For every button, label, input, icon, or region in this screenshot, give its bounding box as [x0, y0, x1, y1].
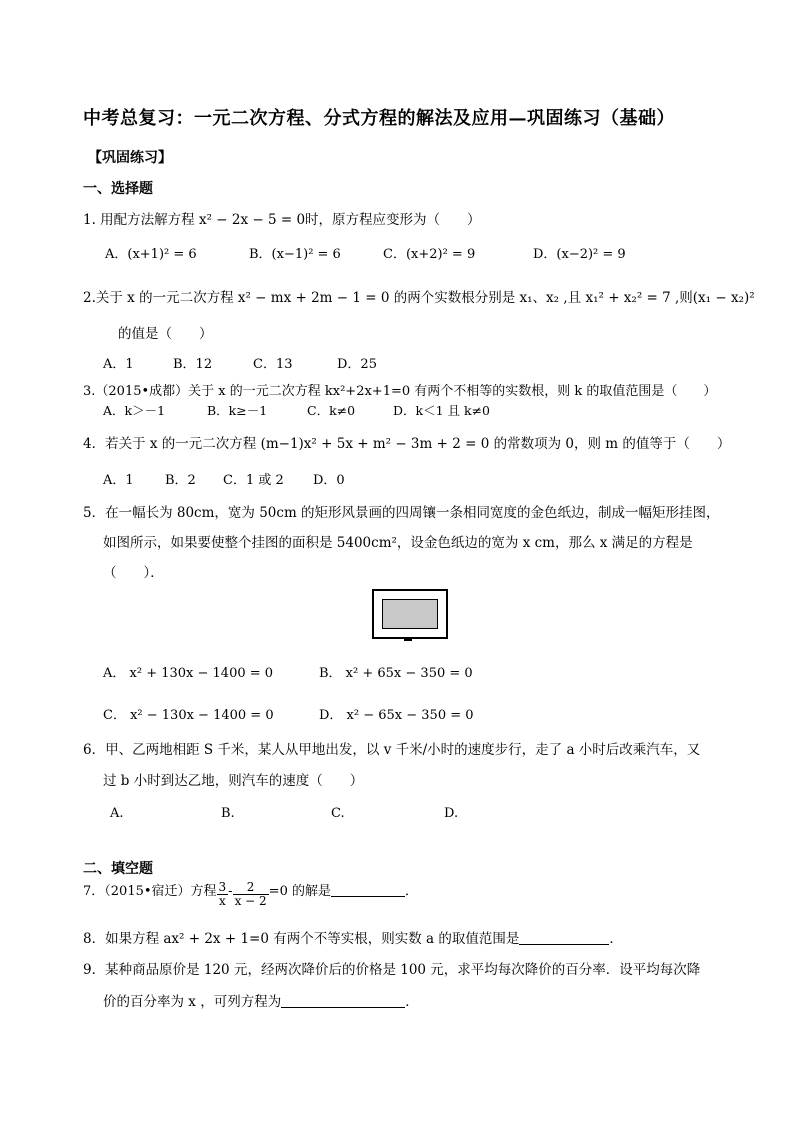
question-2-stem-cont: 的值是（ ） [118, 326, 213, 342]
question-3-stem: 3.（2015•成都）关于 x 的一元二次方程 kx²+2x+1=0 有两个不相等的实数根，则 k 的取值范围是（ ） [83, 384, 717, 399]
question-6-line2: 过 b 小时到达乙地，则汽车的速度（ ） [103, 773, 364, 789]
q4-option-d: D．0 [313, 473, 345, 488]
q5-option-c: C． x² − 130x − 1400 = 0 [103, 708, 274, 723]
q7-prefix: 7．（2015•宿迁）方程 [83, 884, 217, 899]
question-5-line2: 如图所示，如果要使整个挂图的面积是 5400cm²，设金色纸边的宽为 x cm，那么 x 满足的方程是 [103, 535, 693, 551]
q4-option-c: C．1 或 2 [223, 473, 284, 488]
section-tag: 【巩固练习】 [88, 150, 172, 166]
q7-fraction-2: $\frac{2}{x - 2}$ [234, 880, 267, 908]
question-8: 8．如果方程 ax² + 2x + 1=0 有两个不等实根，则实数 a 的取值范围是 ． [83, 931, 623, 947]
question-9-line1: 9．某种商品原价是 120 元，经两次降价后的价格是 100 元，求平均每次降价的百分率．设平均每次降 [83, 962, 701, 978]
picture-inner [382, 599, 438, 629]
q7-answer-blank[interactable] [331, 882, 405, 897]
question-5-line1: 5．在一幅长为 80cm，宽为 50cm 的矩形风景画的四周镶一条相同宽度的金色纸边，制成一幅矩形挂图， [83, 505, 720, 521]
q5-option-b: B． x² + 65x − 350 = 0 [319, 666, 473, 681]
q6-option-c: C. [331, 806, 345, 821]
q3-option-d: D．k＜1 且 k≠0 [393, 403, 490, 418]
q6-option-b: B. [221, 806, 235, 821]
section-heading-fill: 二、填空题 [83, 861, 153, 877]
q6-option-a: A. [110, 806, 124, 821]
q2-option-a: A．1 [103, 357, 134, 372]
q2-option-d: D．25 [337, 357, 377, 372]
q9-answer-blank[interactable] [281, 993, 405, 1008]
q1-option-b: B．(x−1)² = 6 [249, 247, 341, 262]
q4-option-a: A．1 [103, 473, 134, 488]
q2-option-c: C．13 [253, 357, 293, 372]
q1-option-a: A．(x+1)² = 6 [105, 247, 197, 262]
framed-picture-figure [372, 589, 448, 639]
q3-option-b: B．k≥－1 [207, 403, 268, 418]
q1-option-d: D．(x−2)² = 9 [533, 247, 626, 262]
section-heading-choice: 一、选择题 [83, 181, 153, 197]
question-6-line1: 6．甲、乙两地相距 S 千米，某人从甲地出发，以 v 千米/小时的速度步行，走了 a 小时后改乘汽车，又 [83, 742, 701, 758]
q5-option-d: D． x² − 65x − 350 = 0 [319, 708, 474, 723]
picture-mark [404, 638, 412, 641]
q7-fraction-1: $\frac{3}{x}$ [218, 880, 227, 908]
q6-option-d: D. [444, 806, 459, 821]
question-1-stem: 1. 用配方法解方程 x² − 2x − 5 = 0时，原方程应变形为（ ） [83, 212, 481, 228]
q5-option-a: A． x² + 130x − 1400 = 0 [103, 666, 274, 681]
question-2-stem: 2.关于 x 的一元二次方程 x² − mx + 2m − 1 = 0 的两个实数根分别是 x₁、x₂ ,且 x₁² + x₂² = 7 ,则(x₁ − x₂)² [83, 290, 755, 306]
q8-answer-blank[interactable] [519, 930, 609, 945]
question-4-stem: 4．若关于 x 的一元二次方程 (m−1)x² + 5x + m² − 3m + 2 = 0 的常数项为 0，则 m 的值等于（ ） [83, 436, 731, 452]
q1-option-c: C．(x+2)² = 9 [383, 247, 476, 262]
question-9-line2: 价的百分率为 x ，可列方程为 ． [103, 994, 419, 1010]
q4-option-b: B．2 [165, 473, 196, 488]
question-5-line3: （ ）． [103, 565, 164, 581]
question-7: 7．（2015•宿迁）方程 $\frac{3}{x}$ - $\frac{2}{x - 2}$ =0 的解是 ． [83, 880, 418, 908]
q2-option-b: B．12 [173, 357, 213, 372]
q3-option-a: A．k＞－1 [103, 403, 166, 418]
page-title: 中考总复习：一元二次方程、分式方程的解法及应用—巩固练习（基础） [83, 108, 675, 129]
q3-option-c: C．k≠0 [307, 403, 356, 418]
